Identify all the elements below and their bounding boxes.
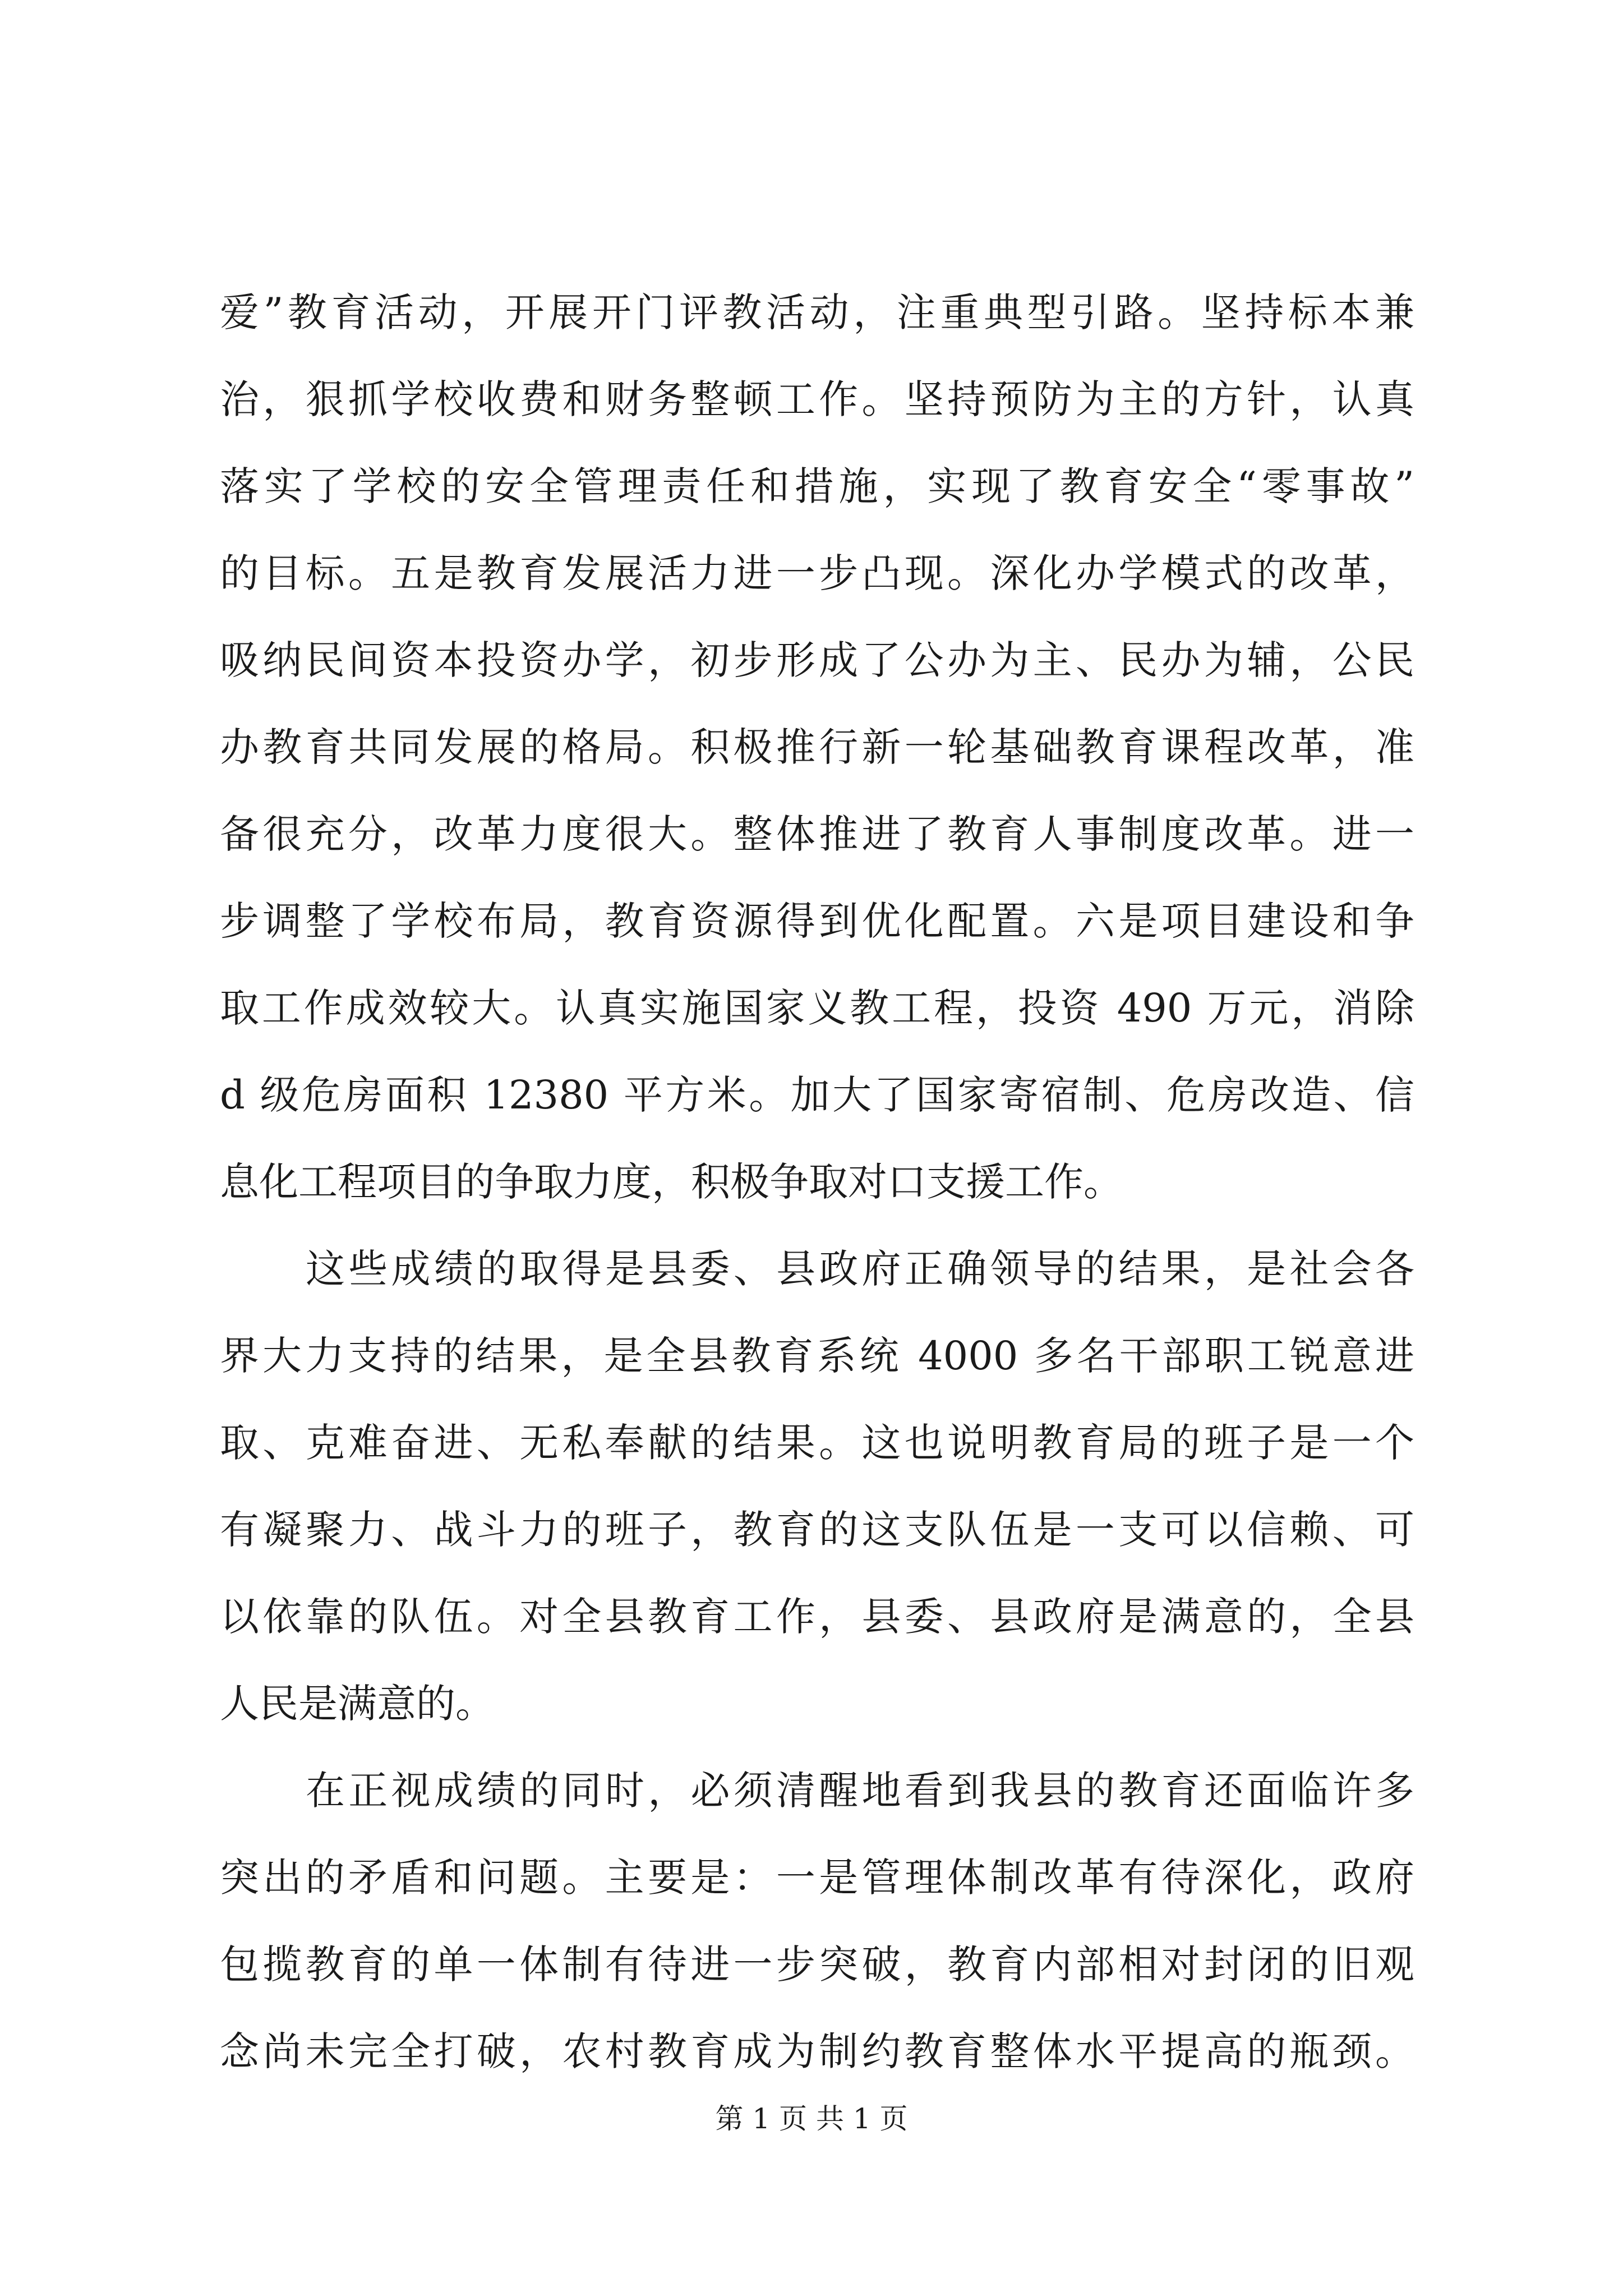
text-line: 取工作成效较大。认真实施国家义教工程，投资 490 万元，消除 (220, 985, 1414, 1031)
text-line: 取、克难奋进、无私奉献的结果。这也说明教育局的班子是一个 (220, 1420, 1414, 1466)
text-line: 突出的矛盾和问题。主要是：一是管理体制改革有待深化，政府 (220, 1855, 1414, 1901)
text-line: 在正视成绩的同时，必须清醒地看到我县的教育还面临许多 (306, 1768, 1414, 1814)
text-line: 治，狠抓学校收费和财务整顿工作。坚持预防为主的方针，认真 (220, 376, 1414, 422)
text-line: 有凝聚力、战斗力的班子，教育的这支队伍是一支可以信赖、可 (220, 1507, 1414, 1553)
text-line: 包揽教育的单一体制有待进一步突破，教育内部相对封闭的旧观 (220, 1941, 1414, 1987)
page-number-footer: 第 1 页 共 1 页 (715, 2102, 908, 2135)
text-line: 落实了学校的安全管理责任和措施，实现了教育安全“零事故” (220, 463, 1414, 509)
text-line: 念尚未完全打破，农村教育成为制约教育整体水平提高的瓶颈。 (220, 2028, 1414, 2074)
text-line: 办教育共同发展的格局。积极推行新一轮基础教育课程改革，准 (220, 724, 1414, 770)
text-line: 以依靠的队伍。对全县教育工作，县委、县政府是满意的，全县 (220, 1594, 1414, 1640)
text-line: 这些成绩的取得是县委、县政府正确领导的结果，是社会各 (306, 1246, 1414, 1292)
text-line: 的目标。五是教育发展活力进一步凸现。深化办学模式的改革， (220, 550, 1414, 596)
text-line: 息化工程项目的争取力度，积极争取对口支援工作。 (220, 1159, 1123, 1205)
text-line: 爱”教育活动，开展开门评教活动，注重典型引路。坚持标本兼 (220, 289, 1414, 335)
text-line: 步调整了学校布局，教育资源得到优化配置。六是项目建设和争 (220, 898, 1414, 944)
text-line: 人民是满意的。 (220, 1681, 495, 1727)
text-line: 吸纳民间资本投资办学，初步形成了公办为主、民办为辅，公民 (220, 637, 1414, 683)
text-line: 界大力支持的结果，是全县教育系统 4000 多名干部职工锐意进 (220, 1333, 1414, 1379)
text-line: 备很充分，改革力度很大。整体推进了教育人事制度改革。进一 (220, 811, 1414, 857)
text-line: d 级危房面积 12380 平方米。加大了国家寄宿制、危房改造、信 (220, 1072, 1414, 1118)
